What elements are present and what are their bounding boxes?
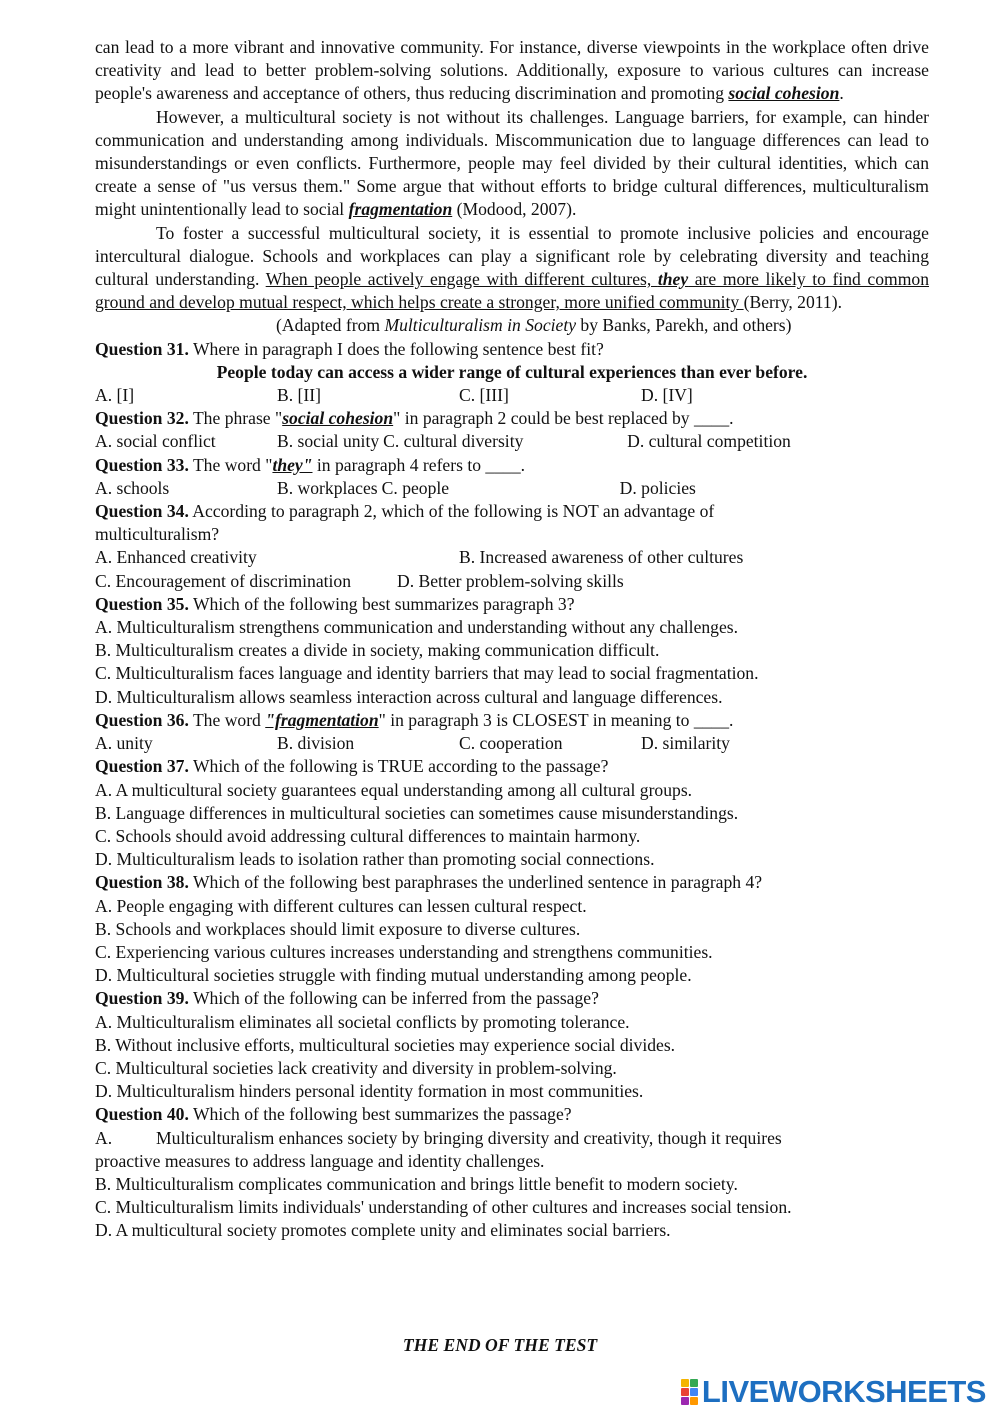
option-b[interactable]: B. Language differences in multicultural societies can sometimes cause misunderstandings. — [95, 802, 739, 823]
passage-paragraph-4: To foster a successful multicultural society, it is essential to promote inclusive policies and encourage intercultural dialogue. Schools and workplaces can play a significant role by celebrating diversity and teaching cultural understanding. When people actively engage with different cultures, they are more likely to find common ground and develop mutual respect, which helps create a stronger, more unified community (Berry, 2011). — [95, 222, 929, 313]
question-37: Question 37. Which of the following is TRUE according to the passage? — [95, 756, 609, 777]
option-a[interactable]: A. Multiculturalism strengthens communication and understanding without any challenges. — [95, 617, 739, 638]
option-c[interactable]: C. people — [381, 477, 450, 498]
question-31-options — [95, 384, 929, 407]
question-36: Question 36. The word "fragmentation" in paragraph 3 is CLOSEST in meaning to ____. — [95, 709, 734, 730]
option-a[interactable]: A. Multiculturalism enhances society by bringing diversity and creativity, though it requires — [95, 1127, 782, 1148]
option-b[interactable]: B. Without inclusive efforts, multicultural societies may experience social divides. — [95, 1034, 676, 1055]
option-d[interactable]: D. Better problem-solving skills — [397, 570, 624, 591]
they-term: they — [657, 269, 689, 290]
option-d[interactable]: D. [IV] — [641, 385, 693, 406]
option-a[interactable]: A. [I] — [95, 385, 135, 406]
option-d[interactable]: D. A multicultural society promotes complete unity and eliminates social barriers. — [95, 1220, 671, 1241]
social-cohesion-term: social cohesion — [728, 83, 840, 104]
option-a[interactable]: A. social conflict — [95, 431, 216, 452]
option-a[interactable]: A. Enhanced creativity — [95, 547, 257, 568]
logo-mark-icon — [681, 1379, 698, 1405]
underlined-sentence: When people actively engage with different cultures, they are more likely to find common ground and develop mutual respect, which helps create a stronger, more unified community — [95, 269, 929, 313]
option-c[interactable]: C. cultural diversity — [383, 431, 524, 452]
option-c[interactable]: C. Multiculturalism faces language and identity barriers that may lead to social fragmentation. — [95, 663, 759, 684]
option-b[interactable]: B. Schools and workplaces should limit exposure to diverse cultures. — [95, 918, 581, 939]
option-b[interactable]: B. social unity — [277, 431, 380, 452]
option-c[interactable]: C. Multiculturalism limits individuals' understanding of other cultures and increases social tension. — [95, 1197, 792, 1218]
option-b[interactable]: B. Multiculturalism complicates communication and brings little benefit to modern society. — [95, 1173, 738, 1194]
question-34-options-row1 — [95, 546, 929, 569]
question-31-sentence: People today can access a wider range of cultural experiences than ever before. — [216, 361, 808, 382]
option-d[interactable]: D. Multiculturalism hinders personal identity formation in most communities. — [95, 1081, 644, 1102]
option-c[interactable]: C. Multicultural societies lack creativity and diversity in problem-solving. — [95, 1057, 617, 1078]
option-c[interactable]: C. [III] — [459, 385, 509, 406]
fragmentation-term: fragmentation — [348, 199, 453, 220]
option-a[interactable]: A. unity — [95, 733, 153, 754]
question-38: Question 38. Which of the following best paraphrases the underlined sentence in paragraph 4? — [95, 872, 763, 893]
option-c[interactable]: C. Schools should avoid addressing cultural differences to maintain harmony. — [95, 825, 641, 846]
end-of-test-label: THE END OF THE TEST — [402, 1335, 598, 1355]
question-40: Question 40. Which of the following best summarizes the passage? — [95, 1104, 572, 1125]
passage-paragraph-2: can lead to a more vibrant and innovative community. For instance, diverse viewpoints in the workplace often drive creativity and lead to better problem-solving solutions. Additionally, exposure to various cultures can increase people's awareness and acceptance of others, thus reducing discrimination and promoting social cohesion. — [95, 37, 929, 104]
question-36-options — [95, 732, 929, 755]
question-31: Question 31. Where in paragraph I does the following sentence best fit? — [95, 338, 604, 359]
question-33: Question 33. The word "they" in paragraph 4 refers to ____. — [95, 454, 526, 475]
logo-text: LIVEWORKSHEETS — [701, 1374, 986, 1409]
option-d[interactable]: D. similarity — [641, 733, 730, 754]
question-34-options-row2 — [95, 570, 929, 593]
option-a[interactable]: A. schools — [95, 477, 170, 498]
option-c[interactable]: C. Encouragement of discrimination — [95, 570, 352, 591]
option-a[interactable]: A. People engaging with different cultures can lessen cultural respect. — [95, 895, 587, 916]
option-b[interactable]: B. workplaces — [277, 477, 378, 498]
question-33-options — [95, 477, 929, 500]
option-c[interactable]: C. Experiencing various cultures increases understanding and strengthens communities. — [95, 941, 713, 962]
option-a-cont[interactable]: proactive measures to address language and identity challenges. — [95, 1150, 545, 1171]
option-d[interactable]: D. Multiculturalism allows seamless interaction across cultural and language differences. — [95, 686, 723, 707]
question-32: Question 32. The phrase "social cohesion" in paragraph 2 could be best replaced by ____. — [95, 408, 734, 429]
question-39: Question 39. Which of the following can be inferred from the passage? — [95, 988, 599, 1009]
option-b[interactable]: B. Increased awareness of other cultures — [459, 547, 744, 568]
question-35: Question 35. Which of the following best summarizes paragraph 3? — [95, 593, 575, 614]
option-d[interactable]: D. Multicultural societies struggle with finding mutual understanding among people. — [95, 965, 692, 986]
worksheet-page — [95, 36, 929, 1243]
question-32-options — [95, 430, 929, 453]
liveworksheets-logo — [681, 1374, 986, 1410]
option-a[interactable]: A. Multiculturalism eliminates all societal conflicts by promoting tolerance. — [95, 1011, 630, 1032]
passage-source: (Adapted from Multiculturalism in Society by Banks, Parekh, and others) — [276, 315, 792, 336]
passage-paragraph-3: However, a multicultural society is not without its challenges. Language barriers, for example, can hinder communication and understanding among individuals. Miscommunication due to language differences can lead to misunderstandings or even conflicts. Furthermore, people may feel divided by their cultural identities, which can create a sense of "us versus them." Some argue that without efforts to bridge cultural differences, multiculturalism might unintentionally lead to social fragmentation (Modood, 2007). — [95, 106, 929, 220]
option-d[interactable]: D. cultural competition — [627, 431, 791, 452]
option-d[interactable]: D. Multiculturalism leads to isolation rather than promoting social connections. — [95, 849, 655, 870]
option-b[interactable]: B. division — [277, 733, 355, 754]
option-c[interactable]: C. cooperation — [459, 733, 563, 754]
option-d[interactable]: D. policies — [619, 477, 696, 498]
question-34: Question 34. According to paragraph 2, which of the following is NOT an advantage of — [95, 501, 715, 522]
option-b[interactable]: B. [II] — [277, 385, 321, 406]
option-b[interactable]: B. Multiculturalism creates a divide in society, making communication difficult. — [95, 640, 660, 661]
question-34-cont: multiculturalism? — [95, 524, 220, 545]
option-a[interactable]: A. A multicultural society guarantees equal understanding among all cultural groups. — [95, 779, 693, 800]
